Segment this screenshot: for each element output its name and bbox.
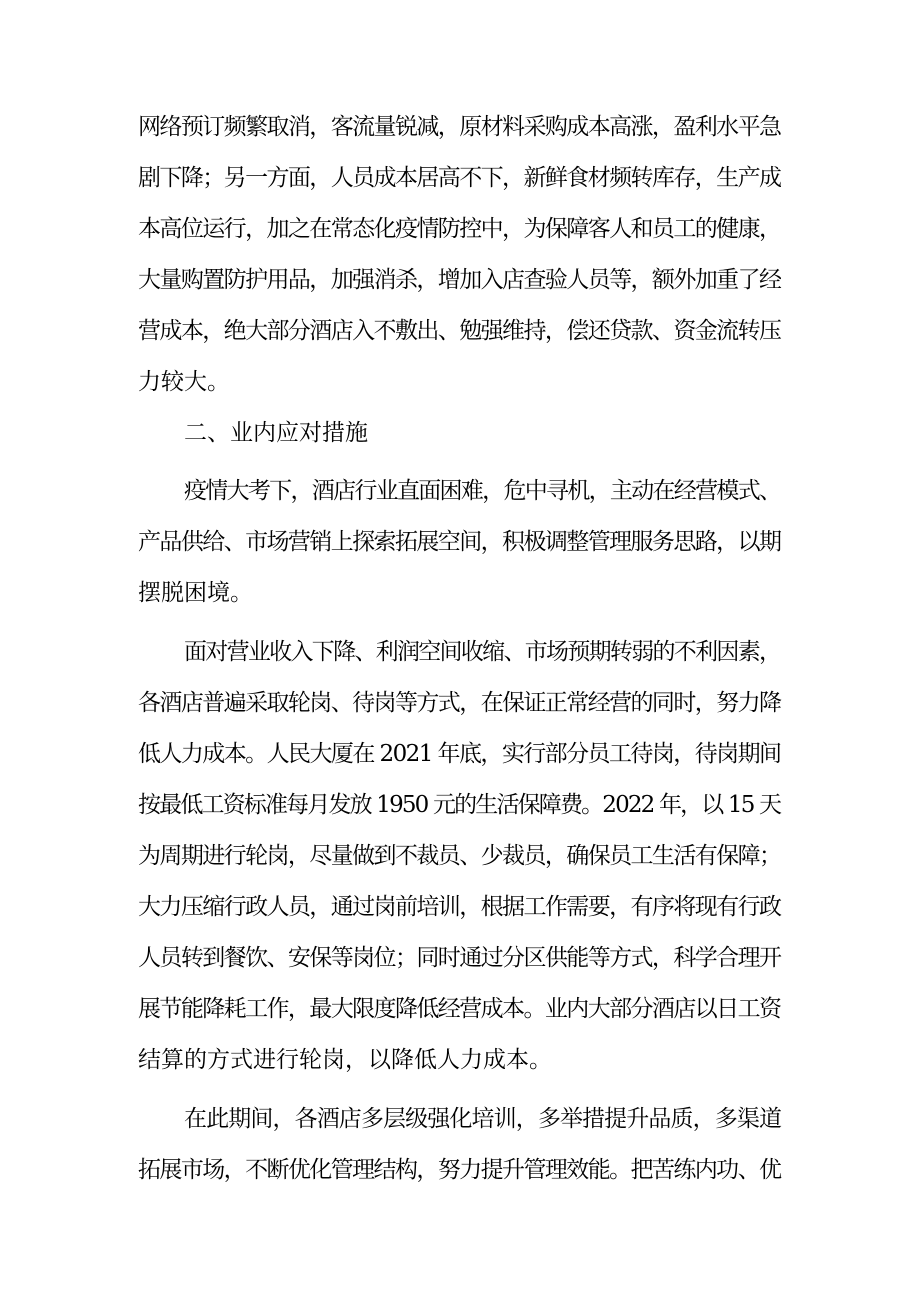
text-line-content: 拓展市场，不断优化管理结构，努力提升管理效能。把苦练内功、优 [138, 1157, 781, 1183]
text-line [0, 206, 920, 253]
text-line-content: 力较大。 [138, 369, 230, 395]
text-line [0, 468, 920, 515]
text-line-content: 人员转到餐饮、安保等岗位；同时通过分区供能等方式，科学合理开 [138, 945, 781, 971]
text-line-content: 摆脱困境。 [138, 580, 253, 606]
text-line [0, 884, 920, 931]
text-line [0, 680, 920, 727]
text-line [0, 155, 920, 202]
text-line [0, 308, 920, 355]
text-line-content: 结算的方式进行轮岗，以降低人力成本。 [138, 1047, 552, 1073]
text-line-content: 疫情大考下，酒店行业直面困难，危中寻机，主动在经营模式、 [184, 478, 781, 504]
section-heading [0, 410, 920, 457]
section-heading-text: 二、业内应对措施 [184, 420, 368, 446]
text-line-content: 展节能降耗工作，最大限度降低经营成本。业内大部分酒店以日工资 [138, 996, 781, 1022]
text-line [0, 104, 920, 151]
text-line-content: 在此期间，各酒店多层级强化培训，多举措提升品质，多渠道 [184, 1106, 782, 1132]
text-line-content: 本高位运行，加之在常态化疫情防控中，为保障客人和员工的健康， [138, 216, 781, 242]
text-line-content: 低人力成本。人民大厦在 2021 年底，实行部分员工待岗，待岗期间 [138, 741, 781, 767]
text-line [0, 782, 920, 829]
text-line-content: 大力压缩行政人员，通过岗前培训，根据工作需要，有序将现有行政 [138, 894, 781, 920]
text-line [0, 1037, 920, 1084]
text-line [0, 935, 920, 982]
text-line-content: 大量购置防护用品，加强消杀，增加入店查验人员等，额外加重了经 [138, 267, 781, 293]
text-line [0, 629, 920, 676]
text-line [0, 986, 920, 1033]
text-line [0, 731, 920, 778]
text-line [0, 519, 920, 566]
text-line-content: 按最低工资标准每月发放 1950 元的生活保障费。2022 年，以 15 天 [138, 792, 781, 818]
text-line-content: 营成本，绝大部分酒店入不敷出、勉强维持，偿还贷款、资金流转压 [138, 318, 781, 344]
text-line-content: 剧下降；另一方面，人员成本居高不下，新鲜食材频转库存，生产成 [138, 165, 781, 191]
text-line [0, 833, 920, 880]
text-line-content: 产品供给、市场营销上探索拓展空间，积极调整管理服务思路，以期 [138, 529, 781, 555]
text-line [0, 570, 920, 617]
text-line [0, 257, 920, 304]
text-line-content: 为周期进行轮岗，尽量做到不裁员、少裁员，确保员工生活有保障； [138, 843, 781, 869]
text-line-content: 网络预订频繁取消，客流量锐减，原材料采购成本高涨，盈利水平急 [138, 114, 781, 140]
text-line [0, 1096, 920, 1143]
text-line-content: 各酒店普遍采取轮岗、待岗等方式，在保证正常经营的同时，努力降 [138, 690, 781, 716]
text-line-content: 面对营业收入下降、利润空间收缩、市场预期转弱的不利因素， [184, 639, 781, 665]
text-line [0, 1147, 920, 1194]
text-line [0, 359, 920, 406]
